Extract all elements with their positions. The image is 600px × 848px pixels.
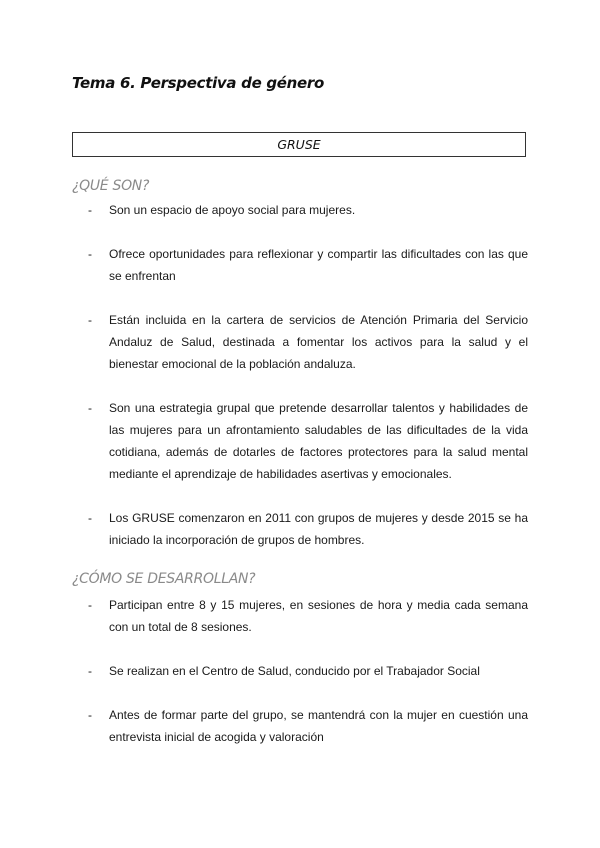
list-item-text: Se realizan en el Centro de Salud, conducido por el Trabajador Social bbox=[109, 664, 480, 678]
bullet-dash: - bbox=[88, 247, 92, 261]
list-item bbox=[88, 704, 528, 748]
section-heading-que-son: ¿QUÉ SON? bbox=[72, 178, 150, 194]
list-item bbox=[88, 309, 528, 375]
list-item-text: Los GRUSE comenzaron en 2011 con grupos de mujeres y desde 2015 se ha iniciado la incorporación de grupos de hombres. bbox=[109, 511, 528, 547]
bullet-dash: - bbox=[88, 511, 92, 525]
list-item bbox=[88, 594, 528, 638]
list-item bbox=[88, 507, 528, 551]
bullet-dash: - bbox=[88, 598, 92, 612]
bullet-dash: - bbox=[88, 664, 92, 678]
list-item-text: Son un espacio de apoyo social para mujeres. bbox=[109, 203, 356, 217]
list-item-text: Participan entre 8 y 15 mujeres, en sesiones de hora y media cada semana con un total de 8 sesiones. bbox=[109, 598, 528, 634]
list-item-text: Ofrece oportunidades para reflexionar y compartir las dificultades con las que se enfrentan bbox=[109, 247, 528, 283]
como-se-desarrollan-list bbox=[88, 594, 528, 748]
bullet-dash: - bbox=[88, 708, 92, 722]
list-item bbox=[88, 660, 528, 682]
bullet-dash: - bbox=[88, 313, 92, 327]
gruse-title-box bbox=[72, 132, 526, 157]
que-son-list bbox=[88, 199, 528, 551]
list-item bbox=[88, 397, 528, 485]
page-title: Tema 6. Perspectiva de género bbox=[72, 74, 325, 92]
list-item-text: Son una estrategia grupal que pretende desarrollar talentos y habilidades de las mujeres para un afrontamiento saludables de las dificultades de la vida cotidiana, además de dotarles de factores protectores para la salud mental mediante el aprendizaje de habilidades asertivas y emocionales. bbox=[109, 401, 528, 481]
section-heading-como-se-desarrollan: ¿CÓMO SE DESARROLLAN? bbox=[72, 571, 256, 587]
list-item bbox=[88, 199, 528, 221]
bullet-dash: - bbox=[88, 203, 92, 217]
bullet-dash: - bbox=[88, 401, 92, 415]
list-item-text: Están incluida en la cartera de servicios de Atención Primaria del Servicio Andaluz de Salud, destinada a fomentar los activos para la salud y el bienestar emocional de la población andaluza. bbox=[109, 313, 528, 371]
list-item-text: Antes de formar parte del grupo, se mantendrá con la mujer en cuestión una entrevista inicial de acogida y valoración bbox=[109, 708, 528, 744]
gruse-title-label: GRUSE bbox=[277, 137, 321, 152]
list-item bbox=[88, 243, 528, 287]
